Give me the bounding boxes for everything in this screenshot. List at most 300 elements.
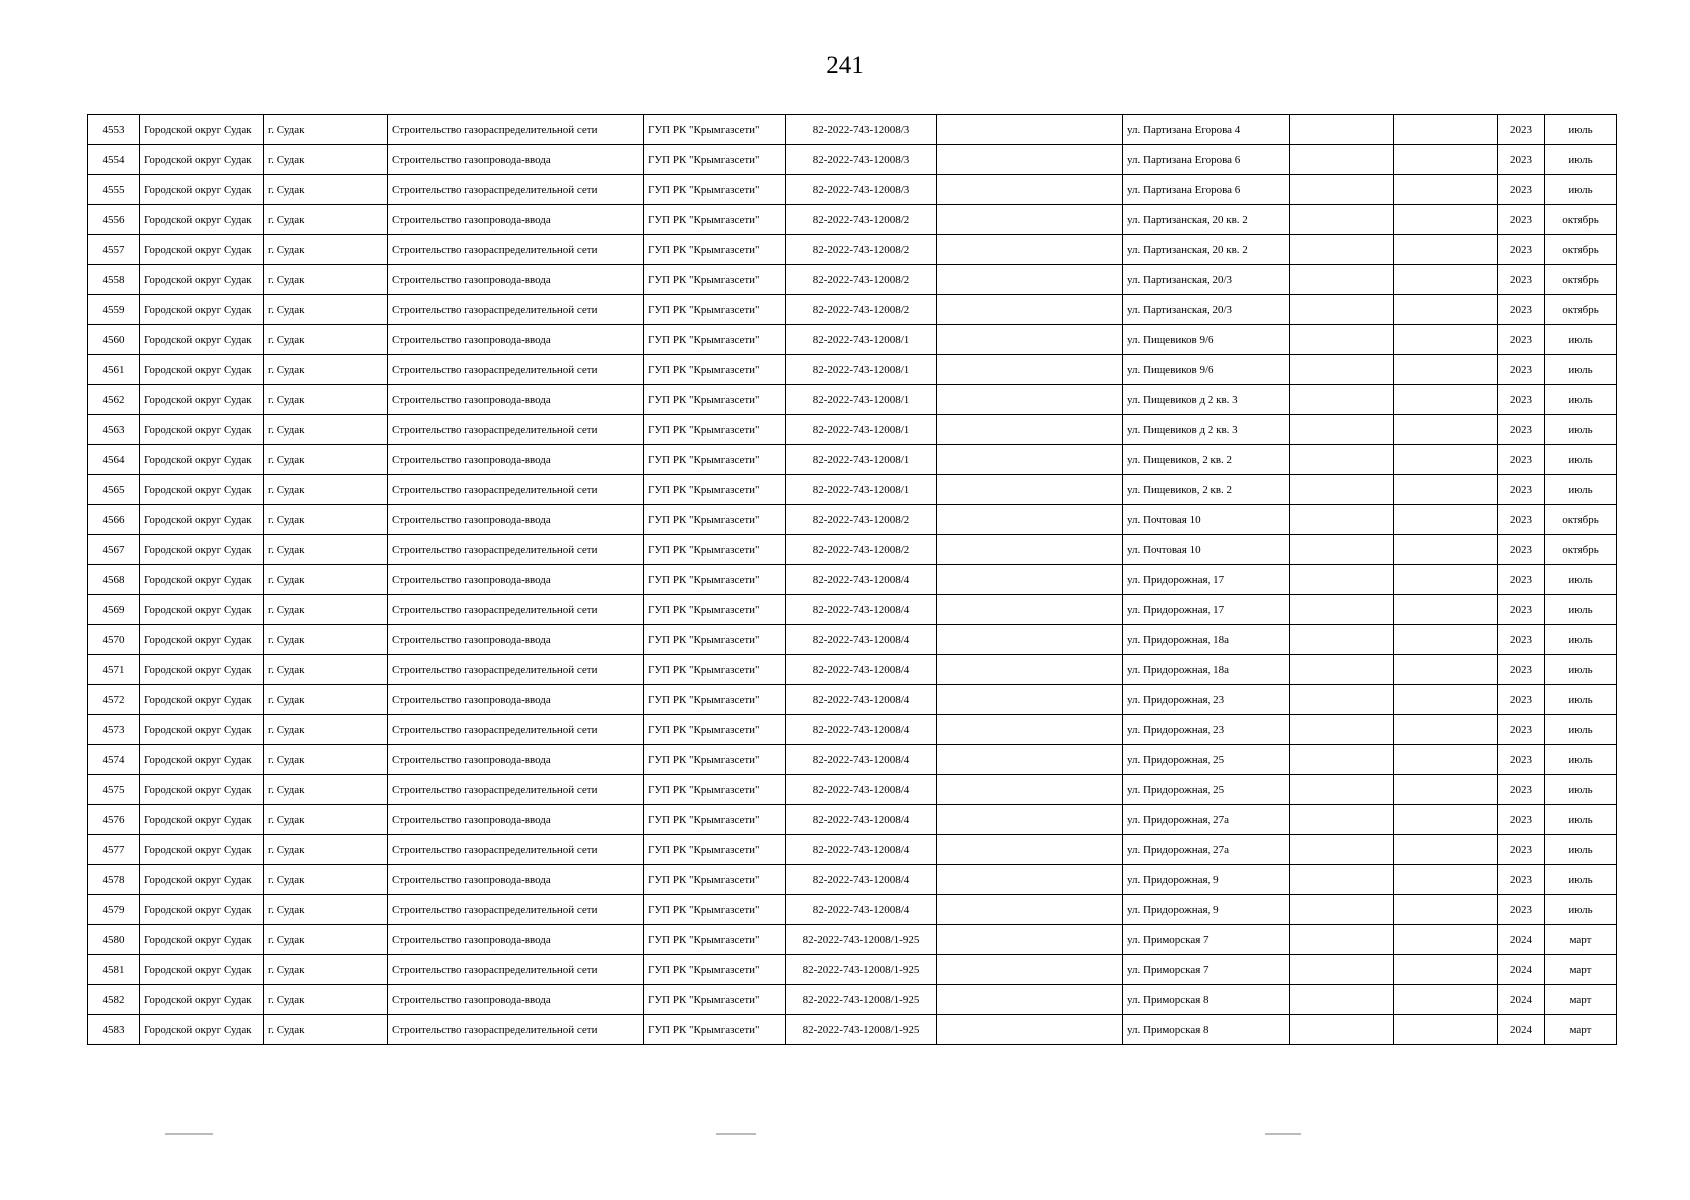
- organization-cell: ГУП РК "Крымгазсети": [644, 355, 786, 385]
- empty-cell: [937, 715, 1123, 745]
- empty-cell: [937, 985, 1123, 1015]
- month-cell: июль: [1545, 325, 1617, 355]
- month-cell: июль: [1545, 745, 1617, 775]
- work-type-cell: Строительство газораспределительной сети: [388, 295, 644, 325]
- work-type-cell: Строительство газопровода-ввода: [388, 865, 644, 895]
- city-cell: г. Судак: [264, 895, 388, 925]
- permit-code-cell: 82-2022-743-12008/4: [786, 805, 937, 835]
- empty-cell: [1394, 715, 1498, 745]
- organization-cell: ГУП РК "Крымгазсети": [644, 205, 786, 235]
- city-cell: г. Судак: [264, 595, 388, 625]
- scan-speck: [1265, 1133, 1301, 1135]
- district-cell: Городской округ Судак: [140, 415, 264, 445]
- row-number: 4554: [88, 145, 140, 175]
- organization-cell: ГУП РК "Крымгазсети": [644, 535, 786, 565]
- address-cell: ул. Партизана Егорова 4: [1123, 115, 1290, 145]
- month-cell: октябрь: [1545, 535, 1617, 565]
- month-cell: март: [1545, 925, 1617, 955]
- work-type-cell: Строительство газораспределительной сети: [388, 115, 644, 145]
- empty-cell: [1394, 595, 1498, 625]
- empty-cell: [937, 775, 1123, 805]
- empty-cell: [1290, 325, 1394, 355]
- table-row: [88, 475, 1617, 505]
- table-row: [88, 505, 1617, 535]
- empty-cell: [1290, 745, 1394, 775]
- work-type-cell: Строительство газораспределительной сети: [388, 415, 644, 445]
- empty-cell: [1290, 505, 1394, 535]
- empty-cell: [937, 355, 1123, 385]
- work-type-cell: Строительство газопровода-ввода: [388, 385, 644, 415]
- row-number: 4553: [88, 115, 140, 145]
- work-type-cell: Строительство газораспределительной сети: [388, 955, 644, 985]
- organization-cell: ГУП РК "Крымгазсети": [644, 985, 786, 1015]
- row-number: 4576: [88, 805, 140, 835]
- empty-cell: [937, 415, 1123, 445]
- year-cell: 2023: [1498, 595, 1545, 625]
- permit-code-cell: 82-2022-743-12008/2: [786, 535, 937, 565]
- district-cell: Городской округ Судак: [140, 235, 264, 265]
- work-type-cell: Строительство газораспределительной сети: [388, 1015, 644, 1045]
- city-cell: г. Судак: [264, 985, 388, 1015]
- row-number: 4564: [88, 445, 140, 475]
- permit-code-cell: 82-2022-743-12008/4: [786, 565, 937, 595]
- month-cell: октябрь: [1545, 505, 1617, 535]
- organization-cell: ГУП РК "Крымгазсети": [644, 715, 786, 745]
- address-cell: ул. Приморская 7: [1123, 955, 1290, 985]
- table-row: [88, 1015, 1617, 1045]
- address-cell: ул. Пищевиков 9/6: [1123, 355, 1290, 385]
- empty-cell: [1290, 685, 1394, 715]
- work-type-cell: Строительство газораспределительной сети: [388, 595, 644, 625]
- month-cell: июль: [1545, 865, 1617, 895]
- work-type-cell: Строительство газопровода-ввода: [388, 565, 644, 595]
- organization-cell: ГУП РК "Крымгазсети": [644, 385, 786, 415]
- permit-code-cell: 82-2022-743-12008/2: [786, 505, 937, 535]
- page-number: 241: [826, 52, 864, 79]
- organization-cell: ГУП РК "Крымгазсети": [644, 115, 786, 145]
- district-cell: Городской округ Судак: [140, 685, 264, 715]
- month-cell: октябрь: [1545, 295, 1617, 325]
- month-cell: июль: [1545, 835, 1617, 865]
- permit-code-cell: 82-2022-743-12008/4: [786, 595, 937, 625]
- row-number: 4558: [88, 265, 140, 295]
- month-cell: июль: [1545, 775, 1617, 805]
- district-cell: Городской округ Судак: [140, 295, 264, 325]
- permit-code-cell: 82-2022-743-12008/3: [786, 145, 937, 175]
- district-cell: Городской округ Судак: [140, 655, 264, 685]
- empty-cell: [937, 505, 1123, 535]
- empty-cell: [1290, 385, 1394, 415]
- address-cell: ул. Придорожная, 17: [1123, 565, 1290, 595]
- empty-cell: [937, 655, 1123, 685]
- district-cell: Городской округ Судак: [140, 925, 264, 955]
- empty-cell: [1394, 955, 1498, 985]
- empty-cell: [1290, 565, 1394, 595]
- year-cell: 2024: [1498, 985, 1545, 1015]
- permit-code-cell: 82-2022-743-12008/3: [786, 175, 937, 205]
- table-row: [88, 415, 1617, 445]
- month-cell: март: [1545, 1015, 1617, 1045]
- row-number: 4569: [88, 595, 140, 625]
- empty-cell: [1394, 175, 1498, 205]
- district-cell: Городской округ Судак: [140, 895, 264, 925]
- district-cell: Городской округ Судак: [140, 1015, 264, 1045]
- month-cell: июль: [1545, 805, 1617, 835]
- month-cell: март: [1545, 955, 1617, 985]
- permit-code-cell: 82-2022-743-12008/4: [786, 715, 937, 745]
- permit-code-cell: 82-2022-743-12008/1: [786, 325, 937, 355]
- year-cell: 2023: [1498, 505, 1545, 535]
- district-cell: Городской округ Судак: [140, 115, 264, 145]
- permit-code-cell: 82-2022-743-12008/1-925: [786, 985, 937, 1015]
- district-cell: Городской округ Судак: [140, 385, 264, 415]
- organization-cell: ГУП РК "Крымгазсети": [644, 865, 786, 895]
- city-cell: г. Судак: [264, 355, 388, 385]
- city-cell: г. Судак: [264, 535, 388, 565]
- city-cell: г. Судак: [264, 295, 388, 325]
- empty-cell: [1290, 895, 1394, 925]
- permit-code-cell: 82-2022-743-12008/4: [786, 745, 937, 775]
- row-number: 4560: [88, 325, 140, 355]
- address-cell: ул. Придорожная, 18а: [1123, 625, 1290, 655]
- empty-cell: [937, 175, 1123, 205]
- empty-cell: [1290, 715, 1394, 745]
- empty-cell: [937, 955, 1123, 985]
- row-number: 4557: [88, 235, 140, 265]
- row-number: 4572: [88, 685, 140, 715]
- city-cell: г. Судак: [264, 625, 388, 655]
- month-cell: июль: [1545, 415, 1617, 445]
- address-cell: ул. Придорожная, 25: [1123, 745, 1290, 775]
- work-type-cell: Строительство газопровода-ввода: [388, 205, 644, 235]
- table-row: [88, 145, 1617, 175]
- empty-cell: [937, 205, 1123, 235]
- city-cell: г. Судак: [264, 565, 388, 595]
- row-number: 4561: [88, 355, 140, 385]
- district-cell: Городской округ Судак: [140, 715, 264, 745]
- permit-code-cell: 82-2022-743-12008/2: [786, 295, 937, 325]
- work-type-cell: Строительство газораспределительной сети: [388, 655, 644, 685]
- month-cell: июль: [1545, 355, 1617, 385]
- empty-cell: [1394, 865, 1498, 895]
- empty-cell: [937, 385, 1123, 415]
- empty-cell: [1394, 325, 1498, 355]
- empty-cell: [1394, 235, 1498, 265]
- table-row: [88, 655, 1617, 685]
- district-cell: Городской округ Судак: [140, 625, 264, 655]
- row-number: 4575: [88, 775, 140, 805]
- district-cell: Городской округ Судак: [140, 475, 264, 505]
- row-number: 4555: [88, 175, 140, 205]
- empty-cell: [1290, 865, 1394, 895]
- address-cell: ул. Партизанская, 20 кв. 2: [1123, 205, 1290, 235]
- empty-cell: [1290, 145, 1394, 175]
- city-cell: г. Судак: [264, 745, 388, 775]
- month-cell: июль: [1545, 715, 1617, 745]
- row-number: 4556: [88, 205, 140, 235]
- empty-cell: [1290, 265, 1394, 295]
- district-cell: Городской округ Судак: [140, 175, 264, 205]
- address-cell: ул. Придорожная, 27а: [1123, 835, 1290, 865]
- work-type-cell: Строительство газопровода-ввода: [388, 925, 644, 955]
- table-row: [88, 805, 1617, 835]
- empty-cell: [1290, 535, 1394, 565]
- year-cell: 2023: [1498, 415, 1545, 445]
- year-cell: 2023: [1498, 565, 1545, 595]
- table-row: [88, 895, 1617, 925]
- empty-cell: [1394, 115, 1498, 145]
- district-cell: Городской округ Судак: [140, 505, 264, 535]
- city-cell: г. Судак: [264, 265, 388, 295]
- district-cell: Городской округ Судак: [140, 535, 264, 565]
- address-cell: ул. Пищевиков, 2 кв. 2: [1123, 475, 1290, 505]
- empty-cell: [1290, 475, 1394, 505]
- table-body: [88, 115, 1617, 1045]
- table-row: [88, 175, 1617, 205]
- empty-cell: [1394, 1015, 1498, 1045]
- city-cell: г. Судак: [264, 1015, 388, 1045]
- empty-cell: [1394, 385, 1498, 415]
- row-number: 4570: [88, 625, 140, 655]
- district-cell: Городской округ Судак: [140, 325, 264, 355]
- city-cell: г. Судак: [264, 175, 388, 205]
- row-number: 4577: [88, 835, 140, 865]
- empty-cell: [1394, 565, 1498, 595]
- empty-cell: [937, 325, 1123, 355]
- scan-speck: [165, 1133, 213, 1135]
- row-number: 4563: [88, 415, 140, 445]
- permit-code-cell: 82-2022-743-12008/1-925: [786, 925, 937, 955]
- district-cell: Городской округ Судак: [140, 145, 264, 175]
- work-type-cell: Строительство газопровода-ввода: [388, 445, 644, 475]
- year-cell: 2023: [1498, 685, 1545, 715]
- address-cell: ул. Придорожная, 18а: [1123, 655, 1290, 685]
- year-cell: 2023: [1498, 385, 1545, 415]
- empty-cell: [937, 595, 1123, 625]
- scan-speck: [716, 1133, 756, 1135]
- organization-cell: ГУП РК "Крымгазсети": [644, 805, 786, 835]
- city-cell: г. Судак: [264, 145, 388, 175]
- month-cell: октябрь: [1545, 265, 1617, 295]
- empty-cell: [1290, 595, 1394, 625]
- table-row: [88, 745, 1617, 775]
- city-cell: г. Судак: [264, 865, 388, 895]
- empty-cell: [1290, 415, 1394, 445]
- table-row: [88, 265, 1617, 295]
- month-cell: июль: [1545, 145, 1617, 175]
- city-cell: г. Судак: [264, 655, 388, 685]
- permit-code-cell: 82-2022-743-12008/2: [786, 235, 937, 265]
- work-type-cell: Строительство газораспределительной сети: [388, 355, 644, 385]
- district-cell: Городской округ Судак: [140, 775, 264, 805]
- table-row: [88, 235, 1617, 265]
- city-cell: г. Судак: [264, 925, 388, 955]
- month-cell: июль: [1545, 655, 1617, 685]
- table-row: [88, 835, 1617, 865]
- work-type-cell: Строительство газораспределительной сети: [388, 235, 644, 265]
- organization-cell: ГУП РК "Крымгазсети": [644, 685, 786, 715]
- empty-cell: [1290, 805, 1394, 835]
- empty-cell: [1394, 985, 1498, 1015]
- empty-cell: [1394, 205, 1498, 235]
- empty-cell: [1394, 355, 1498, 385]
- month-cell: октябрь: [1545, 235, 1617, 265]
- permit-code-cell: 82-2022-743-12008/2: [786, 265, 937, 295]
- month-cell: июль: [1545, 895, 1617, 925]
- empty-cell: [1290, 355, 1394, 385]
- address-cell: ул. Партизанская, 20 кв. 2: [1123, 235, 1290, 265]
- table-row: [88, 445, 1617, 475]
- work-type-cell: Строительство газораспределительной сети: [388, 475, 644, 505]
- empty-cell: [1290, 625, 1394, 655]
- table-row: [88, 205, 1617, 235]
- month-cell: июль: [1545, 445, 1617, 475]
- permit-code-cell: 82-2022-743-12008/4: [786, 685, 937, 715]
- address-cell: ул. Приморская 8: [1123, 985, 1290, 1015]
- permit-code-cell: 82-2022-743-12008/4: [786, 775, 937, 805]
- month-cell: июль: [1545, 475, 1617, 505]
- year-cell: 2023: [1498, 745, 1545, 775]
- table-row: [88, 985, 1617, 1015]
- address-cell: ул. Почтовая 10: [1123, 535, 1290, 565]
- district-cell: Городской округ Судак: [140, 265, 264, 295]
- table-row: [88, 385, 1617, 415]
- address-cell: ул. Приморская 7: [1123, 925, 1290, 955]
- permit-code-cell: 82-2022-743-12008/1: [786, 355, 937, 385]
- empty-cell: [1290, 925, 1394, 955]
- year-cell: 2024: [1498, 1015, 1545, 1045]
- address-cell: ул. Пищевиков д 2 кв. 3: [1123, 385, 1290, 415]
- address-cell: ул. Пищевиков 9/6: [1123, 325, 1290, 355]
- city-cell: г. Судак: [264, 385, 388, 415]
- empty-cell: [1290, 835, 1394, 865]
- work-type-cell: Строительство газораспределительной сети: [388, 895, 644, 925]
- year-cell: 2023: [1498, 445, 1545, 475]
- year-cell: 2023: [1498, 475, 1545, 505]
- year-cell: 2024: [1498, 955, 1545, 985]
- city-cell: г. Судак: [264, 235, 388, 265]
- empty-cell: [937, 235, 1123, 265]
- table-row: [88, 325, 1617, 355]
- district-cell: Городской округ Судак: [140, 805, 264, 835]
- organization-cell: ГУП РК "Крымгазсети": [644, 415, 786, 445]
- permit-code-cell: 82-2022-743-12008/1: [786, 445, 937, 475]
- empty-cell: [1394, 145, 1498, 175]
- district-cell: Городской округ Судак: [140, 745, 264, 775]
- empty-cell: [937, 445, 1123, 475]
- empty-cell: [1290, 775, 1394, 805]
- empty-cell: [937, 475, 1123, 505]
- month-cell: октябрь: [1545, 205, 1617, 235]
- empty-cell: [937, 145, 1123, 175]
- work-type-cell: Строительство газопровода-ввода: [388, 505, 644, 535]
- organization-cell: ГУП РК "Крымгазсети": [644, 835, 786, 865]
- table-row: [88, 565, 1617, 595]
- organization-cell: ГУП РК "Крымгазсети": [644, 745, 786, 775]
- empty-cell: [1394, 805, 1498, 835]
- row-number: 4559: [88, 295, 140, 325]
- row-number: 4582: [88, 985, 140, 1015]
- empty-cell: [1290, 445, 1394, 475]
- city-cell: г. Судак: [264, 115, 388, 145]
- year-cell: 2023: [1498, 625, 1545, 655]
- row-number: 4581: [88, 955, 140, 985]
- month-cell: июль: [1545, 115, 1617, 145]
- empty-cell: [937, 895, 1123, 925]
- work-type-cell: Строительство газопровода-ввода: [388, 265, 644, 295]
- organization-cell: ГУП РК "Крымгазсети": [644, 775, 786, 805]
- empty-cell: [1394, 685, 1498, 715]
- registry-table: [87, 114, 1617, 1045]
- year-cell: 2023: [1498, 805, 1545, 835]
- address-cell: ул. Пищевиков д 2 кв. 3: [1123, 415, 1290, 445]
- row-number: 4579: [88, 895, 140, 925]
- permit-code-cell: 82-2022-743-12008/1-925: [786, 1015, 937, 1045]
- organization-cell: ГУП РК "Крымгазсети": [644, 505, 786, 535]
- organization-cell: ГУП РК "Крымгазсети": [644, 265, 786, 295]
- row-number: 4562: [88, 385, 140, 415]
- month-cell: июль: [1545, 565, 1617, 595]
- organization-cell: ГУП РК "Крымгазсети": [644, 595, 786, 625]
- month-cell: июль: [1545, 595, 1617, 625]
- empty-cell: [937, 265, 1123, 295]
- empty-cell: [937, 625, 1123, 655]
- empty-cell: [937, 565, 1123, 595]
- district-cell: Городской округ Судак: [140, 445, 264, 475]
- city-cell: г. Судак: [264, 685, 388, 715]
- empty-cell: [1290, 235, 1394, 265]
- organization-cell: ГУП РК "Крымгазсети": [644, 445, 786, 475]
- city-cell: г. Судак: [264, 775, 388, 805]
- table-row: [88, 625, 1617, 655]
- empty-cell: [1290, 955, 1394, 985]
- address-cell: ул. Придорожная, 27а: [1123, 805, 1290, 835]
- table-row: [88, 925, 1617, 955]
- district-cell: Городской округ Судак: [140, 865, 264, 895]
- address-cell: ул. Придорожная, 9: [1123, 895, 1290, 925]
- empty-cell: [1290, 205, 1394, 235]
- organization-cell: ГУП РК "Крымгазсети": [644, 565, 786, 595]
- city-cell: г. Судак: [264, 445, 388, 475]
- work-type-cell: Строительство газопровода-ввода: [388, 745, 644, 775]
- year-cell: 2023: [1498, 715, 1545, 745]
- city-cell: г. Судак: [264, 475, 388, 505]
- table-row: [88, 865, 1617, 895]
- empty-cell: [1394, 295, 1498, 325]
- permit-code-cell: 82-2022-743-12008/4: [786, 895, 937, 925]
- address-cell: ул. Партизанская, 20/3: [1123, 265, 1290, 295]
- permit-code-cell: 82-2022-743-12008/4: [786, 835, 937, 865]
- empty-cell: [937, 295, 1123, 325]
- city-cell: г. Судак: [264, 505, 388, 535]
- city-cell: г. Судак: [264, 205, 388, 235]
- month-cell: июль: [1545, 175, 1617, 205]
- table-row: [88, 115, 1617, 145]
- year-cell: 2023: [1498, 145, 1545, 175]
- empty-cell: [1394, 835, 1498, 865]
- work-type-cell: Строительство газопровода-ввода: [388, 325, 644, 355]
- empty-cell: [937, 535, 1123, 565]
- table-row: [88, 775, 1617, 805]
- work-type-cell: Строительство газопровода-ввода: [388, 985, 644, 1015]
- empty-cell: [1290, 295, 1394, 325]
- city-cell: г. Судак: [264, 325, 388, 355]
- empty-cell: [1394, 475, 1498, 505]
- address-cell: ул. Партизанская, 20/3: [1123, 295, 1290, 325]
- organization-cell: ГУП РК "Крымгазсети": [644, 175, 786, 205]
- district-cell: Городской округ Судак: [140, 595, 264, 625]
- organization-cell: ГУП РК "Крымгазсети": [644, 1015, 786, 1045]
